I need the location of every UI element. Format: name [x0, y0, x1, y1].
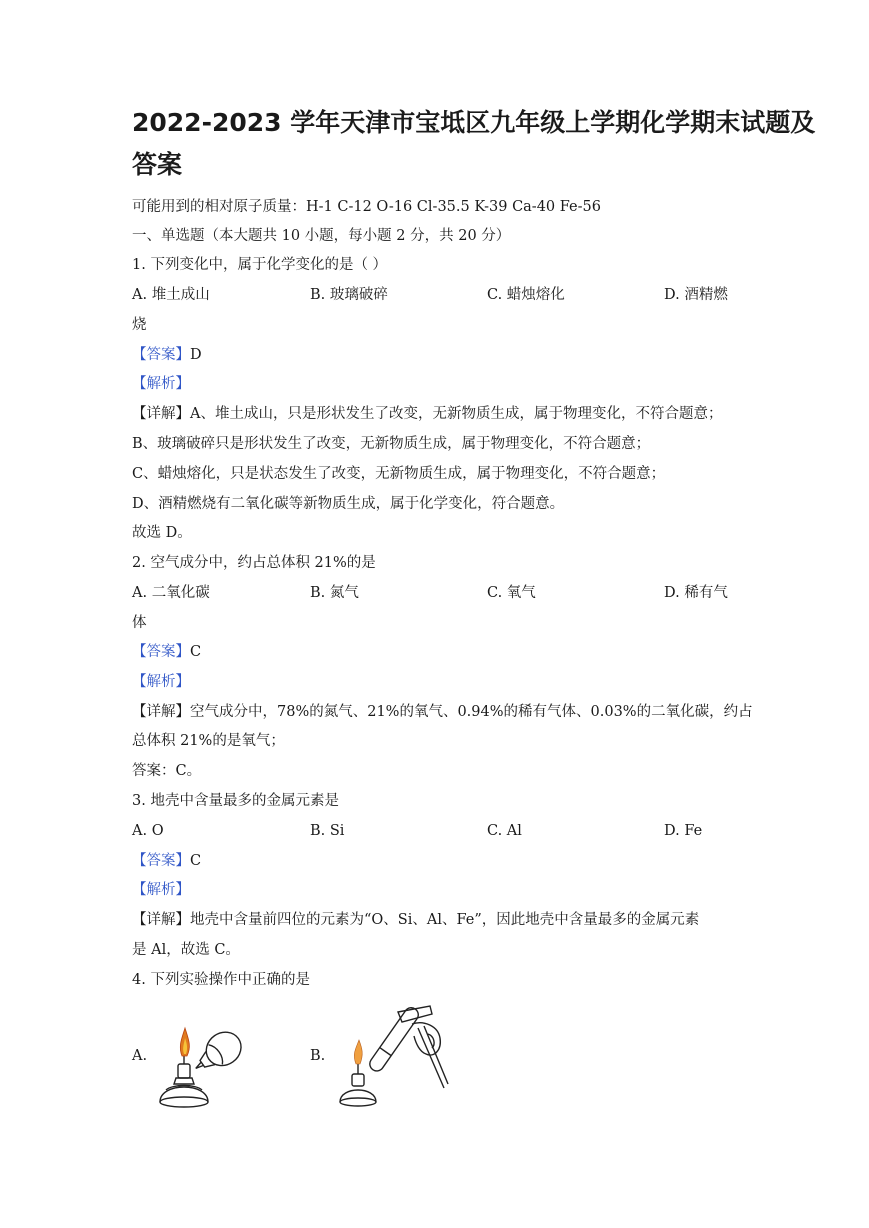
q3-detail [132, 910, 699, 930]
q4-figure-b-label: B. [310, 1048, 326, 1064]
analysis-tag: 【解析】 [132, 376, 190, 392]
q3-detail-text: 地壳中含量前四位的元素为“O、Si、Al、Fe”，因此地壳中含量最多的金属元素 [190, 912, 700, 928]
q2-option-d: D. 稀有气 [664, 585, 728, 601]
q4-figure-a-alcohol-lamps [152, 1010, 252, 1110]
q3-answer [132, 851, 201, 871]
q3-option-d: D. Fe [664, 823, 703, 839]
q1-stem: 1. 下列变化中，属于化学变化的是（ ） [132, 257, 388, 273]
q4-figure-b-heating-test-tube [332, 1004, 450, 1112]
q3-option-c: C. Al [487, 823, 522, 839]
q1-detail-c: C、蜡烛熔化，只是状态发生了改变，无新物质生成，属于物理变化，不符合题意； [132, 466, 666, 482]
detail-tag: 【详解】 [132, 912, 190, 928]
q3-answer-value: C [190, 853, 202, 869]
detail-tag: 【详解】 [132, 704, 190, 720]
q2-stem: 2. 空气成分中，约占总体积 21%的是 [132, 555, 376, 571]
detail-tag: 【详解】 [132, 406, 190, 422]
q1-option-c: C. 蜡烛熔化 [487, 287, 565, 303]
q1-option-d: D. 酒精燃 [664, 287, 728, 303]
q2-analysis [132, 672, 190, 692]
q2-option-b: B. 氮气 [310, 585, 359, 601]
q1-detail-text: A、堆土成山，只是形状发生了改变，无新物质生成，属于物理变化，不符合题意； [190, 406, 723, 422]
q3-detail-cont: 是 Al，故选 C。 [132, 942, 240, 958]
q3-option-b: B. Si [310, 823, 345, 839]
q3-stem: 3. 地壳中含量最多的金属元素是 [132, 793, 339, 809]
q3-option-a: A. O [132, 823, 164, 839]
title-line-2: 答案 [132, 150, 183, 179]
q1-detail [132, 404, 722, 424]
answer-tag: 【答案】 [132, 853, 190, 869]
q1-conclusion: 故选 D。 [132, 525, 192, 541]
answer-tag: 【答案】 [132, 644, 190, 660]
q2-option-wrap: 体 [132, 615, 147, 631]
q4-stem: 4. 下列实验操作中正确的是 [132, 972, 310, 988]
q2-detail-text: 空气成分中，78%的氮气、21%的氧气、0.94%的稀有气体、0.03%的二氧化碳，约占 [190, 704, 753, 720]
q1-answer-value: D [190, 347, 202, 363]
q3-analysis [132, 880, 190, 900]
q1-detail-d: D、酒精燃烧有二氧化碳等新物质生成，属于化学变化，符合题意。 [132, 496, 565, 512]
answer-tag: 【答案】 [132, 347, 190, 363]
q2-detail-cont: 总体积 21%的是氧气； [132, 733, 285, 749]
q1-option-a: A. 堆土成山 [132, 287, 210, 303]
q1-detail-b: B、玻璃破碎只是形状发生了改变，无新物质生成，属于物理变化，不符合题意； [132, 436, 651, 452]
q4-figure-a-label: A. [132, 1048, 148, 1064]
analysis-tag: 【解析】 [132, 674, 190, 690]
q1-answer [132, 345, 202, 365]
q1-option-b: B. 玻璃破碎 [310, 287, 388, 303]
atomic-masses: 可能用到的相对原子质量：H-1 C-12 O-16 Cl-35.5 K-39 Ca-40 Fe-56 [132, 199, 601, 215]
title-line-1: 2022-2023 学年天津市宝坻区九年级上学期化学期末试题及 [132, 108, 816, 137]
q2-answer [132, 642, 201, 662]
section-heading: 一、单选题（本大题共 10 小题，每小题 2 分，共 20 分） [132, 228, 511, 244]
q2-detail [132, 702, 753, 722]
q2-conclusion: 答案：C。 [132, 763, 202, 779]
analysis-tag: 【解析】 [132, 882, 190, 898]
q2-answer-value: C [190, 644, 202, 660]
q2-option-c: C. 氧气 [487, 585, 536, 601]
q2-option-a: A. 二氧化碳 [132, 585, 210, 601]
q1-analysis [132, 374, 190, 394]
q1-option-wrap: 烧 [132, 317, 147, 333]
